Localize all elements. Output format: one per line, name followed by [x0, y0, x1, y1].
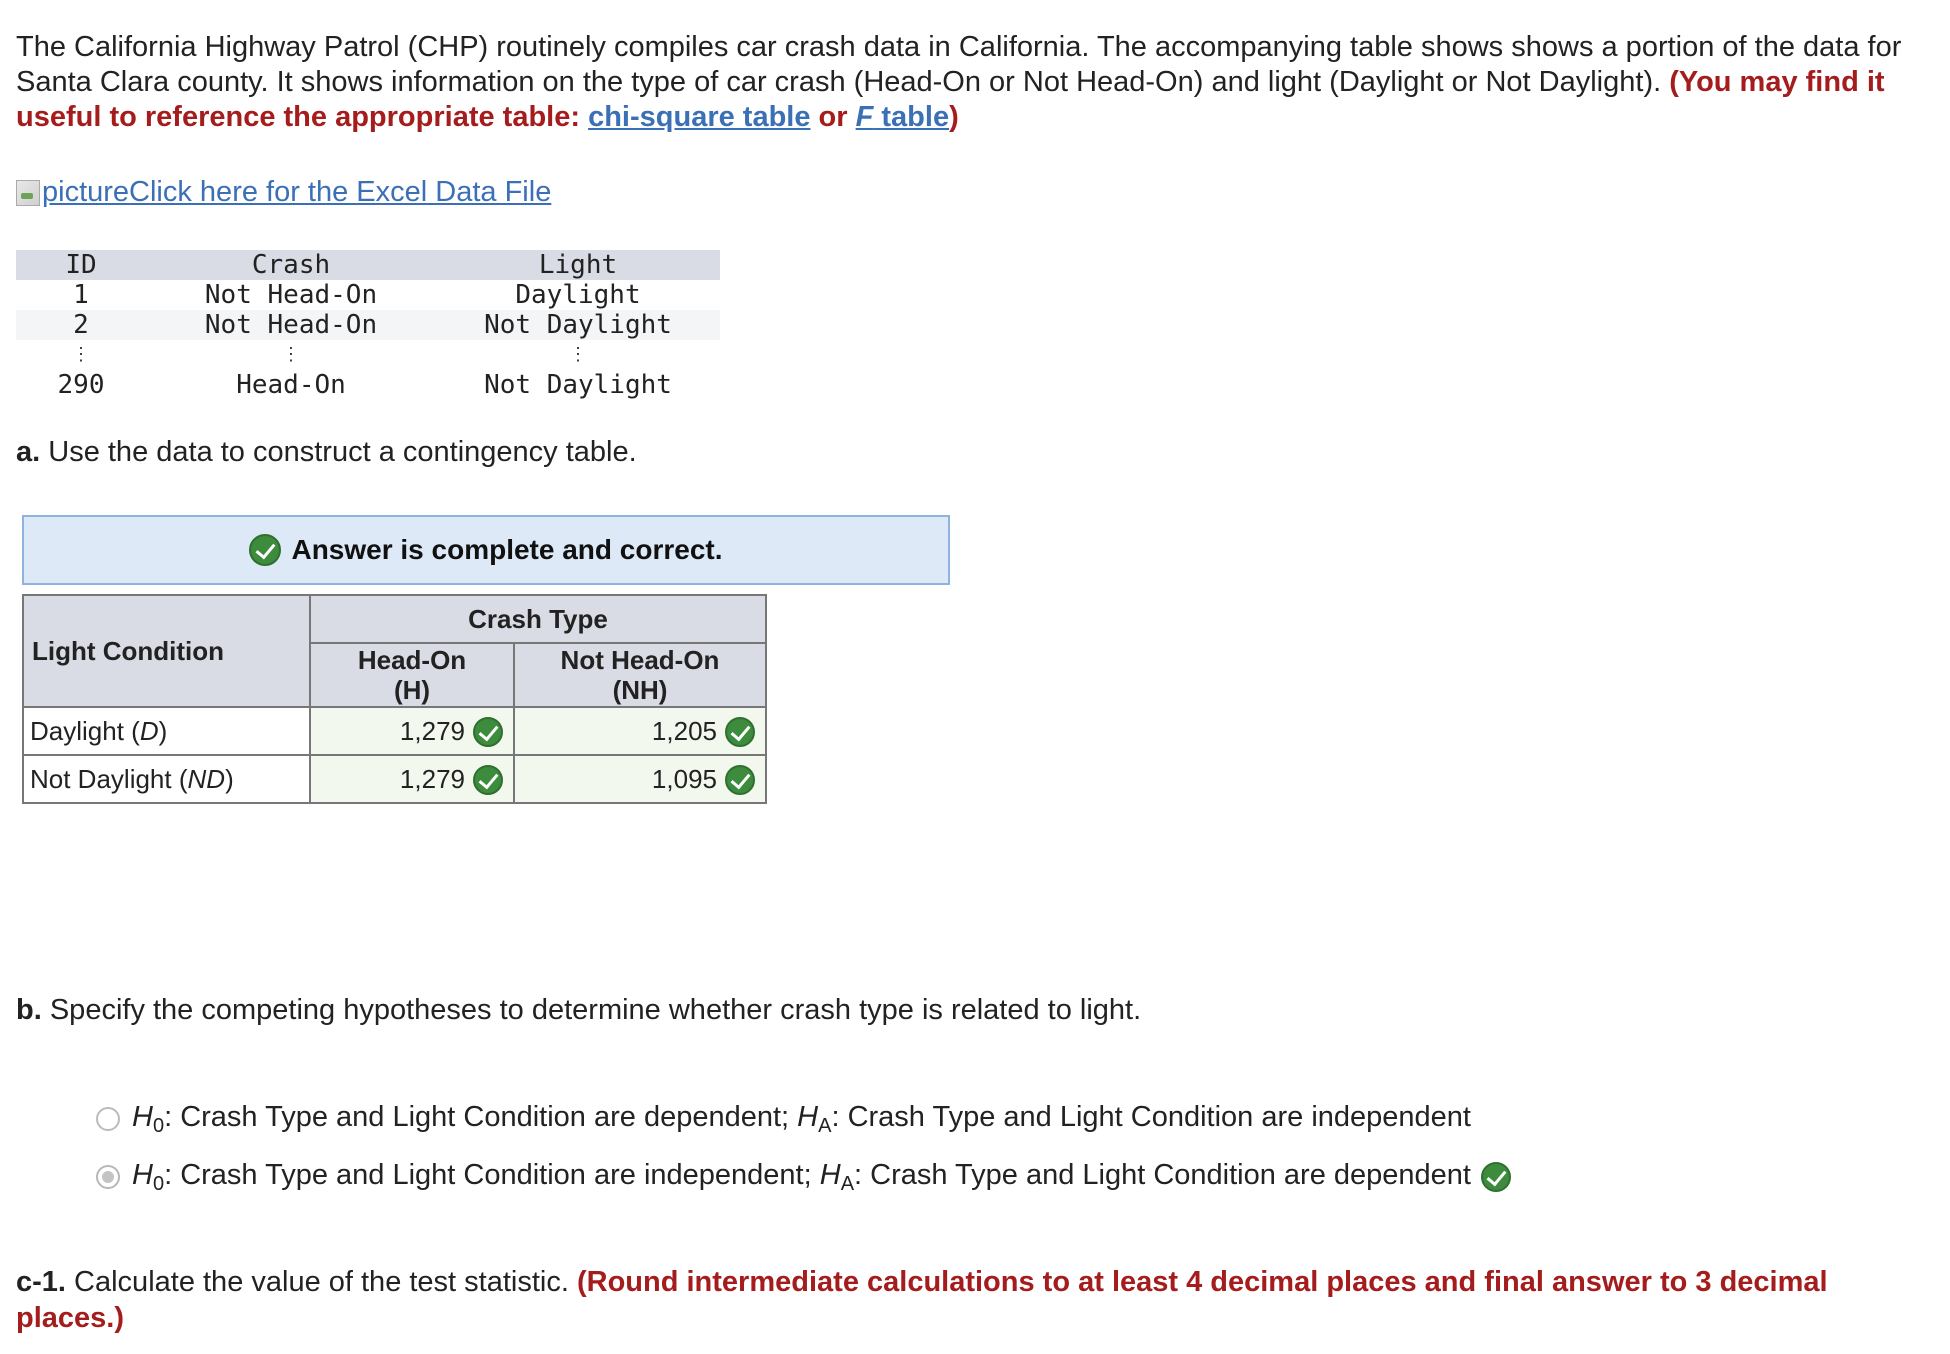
rounding-note: (Round intermediate calculations to at least 4 decimal places and final answer to 3 decimal places.)	[16, 1266, 1828, 1334]
cell-not-daylight-head-on[interactable]: 1,279	[310, 755, 514, 803]
col-header-not-head-on: Not Head-On (NH)	[514, 643, 766, 707]
excel-link-label: Click here for the Excel Data File	[129, 176, 552, 208]
hypothesis-text: $H_0$: Crash Type and Light Condition are dependent; $H_A$: Crash Type and Light Condition are independent	[132, 1100, 1471, 1137]
hypothesis-option-2[interactable]	[96, 1148, 1511, 1206]
table-row: 1 Not Head-On Daylight	[73, 280, 641, 310]
table-row: 2 Not Head-On Not Daylight	[16, 310, 720, 340]
intro-paragraph	[16, 30, 1926, 135]
hypothesis-option-1[interactable]	[96, 1090, 1511, 1148]
checkmark-icon	[1481, 1162, 1511, 1192]
answer-status-banner	[22, 515, 950, 585]
ellipsis: ⋮	[72, 344, 90, 365]
data-preview-table	[16, 250, 720, 400]
col-group-crash-type: Crash Type	[310, 595, 766, 643]
table-row	[23, 707, 766, 755]
ellipsis-row	[16, 340, 720, 370]
chi-square-table-link[interactable]: chi-square table	[588, 101, 811, 133]
part-a-question: a. Use the data to construct a contingency table.	[16, 436, 637, 468]
part-b-question: b. Specify the competing hypotheses to determine whether crash type is related to light.	[16, 994, 1142, 1026]
broken-image-icon	[16, 180, 40, 206]
hypotheses-options	[96, 1090, 1511, 1206]
checkmark-icon	[249, 534, 281, 566]
ellipsis: ⋮	[282, 344, 300, 365]
ellipsis: ⋮	[569, 344, 587, 365]
header-id: ID	[16, 250, 146, 280]
table-row: 290 Head-On Not Daylight	[57, 370, 672, 400]
row-label-not-daylight: Not Daylight (ND)	[23, 755, 310, 803]
cell-daylight-head-on[interactable]: 1,279	[310, 707, 514, 755]
table-row	[23, 755, 766, 803]
cell-daylight-not-head-on[interactable]: 1,205	[514, 707, 766, 755]
cell-not-daylight-not-head-on[interactable]: 1,095	[514, 755, 766, 803]
header-crash: Crash	[146, 250, 436, 280]
header-light: Light	[436, 250, 720, 280]
hypothesis-text: $H_0$: Crash Type and Light Condition are independent; $H_A$: Crash Type and Light Condition are dependent	[132, 1158, 1471, 1195]
intro-text: The California Highway Patrol (CHP) routinely compiles car crash data in California. The accompanying table shows shows a portion of the data for Santa Clara county. It shows information on the type of car crash (Head-On or Not Head-On) and light (Daylight or Not Daylight).	[16, 31, 1902, 98]
excel-data-file-link[interactable]	[16, 176, 551, 209]
radio-button-selected[interactable]	[96, 1165, 120, 1189]
checkmark-icon	[725, 765, 755, 795]
checkmark-icon	[725, 717, 755, 747]
checkmark-icon	[473, 765, 503, 795]
part-c1-question: c-1. Calculate the value of the test statistic. (Round intermediate calculations to at least 4 decimal places and final answer to 3 decimal places.)	[16, 1266, 1828, 1334]
table-header-row	[16, 250, 720, 280]
col-header-head-on: Head-On (H)	[310, 643, 514, 707]
excel-link-alt: picture	[42, 176, 130, 208]
radio-button[interactable]	[96, 1107, 120, 1131]
table-hint: (You may find it useful to reference the appropriate table: chi-square table or F table)	[16, 66, 1885, 133]
answer-status-text: Answer is complete and correct.	[291, 534, 723, 565]
row-label-daylight: Daylight (D)	[23, 707, 310, 755]
checkmark-icon	[473, 717, 503, 747]
f-table-link[interactable]: F table	[855, 101, 950, 133]
contingency-table	[22, 594, 767, 804]
row-header-light-condition: Light Condition	[23, 595, 310, 707]
